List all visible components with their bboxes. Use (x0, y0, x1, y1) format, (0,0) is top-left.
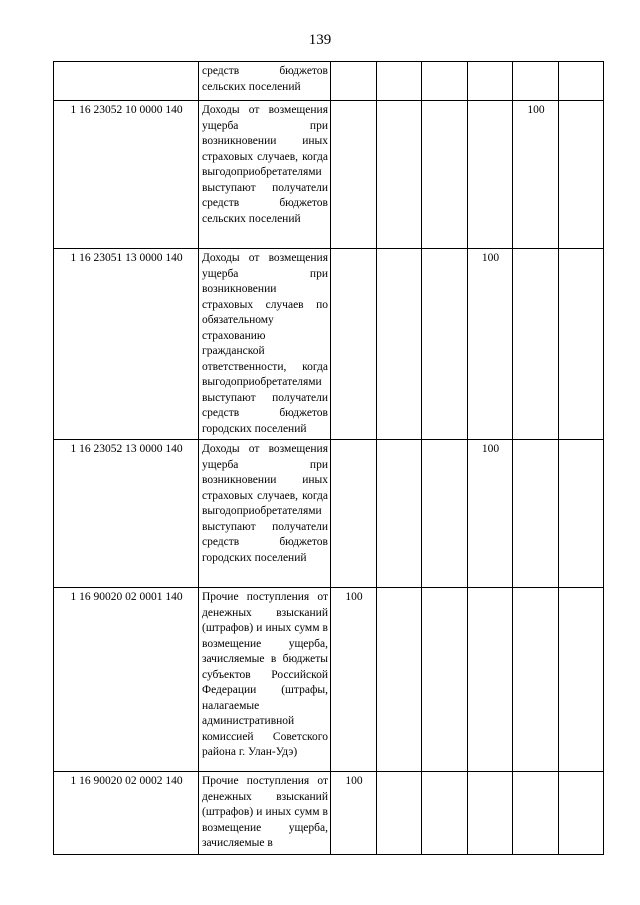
revenue-code (54, 62, 199, 101)
revenue-code: 1 16 23052 13 0000 140 (54, 440, 199, 588)
value-cell (331, 249, 377, 440)
value-cell (559, 772, 604, 855)
value-cell (513, 62, 559, 101)
value-cell (422, 101, 468, 249)
value-cell (377, 588, 422, 772)
table-row (54, 772, 604, 855)
revenue-code: 1 16 90020 02 0001 140 (54, 588, 199, 772)
budget-revenue-table (53, 61, 604, 855)
revenue-description: Доходы от возмещения ущерба при возникновении иных страховых случаев, когда выгодоприобретателями выступают получатели средств бюджетов сельских поселений (199, 101, 331, 249)
revenue-code: 1 16 90020 02 0002 140 (54, 772, 199, 855)
value-cell (331, 101, 377, 249)
revenue-code: 1 16 23052 10 0000 140 (54, 101, 199, 249)
value-cell (377, 440, 422, 588)
value-cell (559, 101, 604, 249)
value-cell: 100 (513, 101, 559, 249)
value-cell: 100 (468, 440, 513, 588)
value-cell (468, 62, 513, 101)
value-cell (513, 249, 559, 440)
table-row (54, 588, 604, 772)
page-number: 139 (308, 32, 332, 48)
value-cell (377, 249, 422, 440)
value-cell (513, 588, 559, 772)
value-cell: 100 (331, 772, 377, 855)
value-cell (513, 440, 559, 588)
value-cell (422, 772, 468, 855)
revenue-description: средств бюджетов сельских поселений (199, 62, 331, 101)
value-cell (468, 772, 513, 855)
value-cell (377, 62, 422, 101)
value-cell: 100 (468, 249, 513, 440)
value-cell (559, 249, 604, 440)
value-cell: 100 (331, 588, 377, 772)
value-cell (559, 440, 604, 588)
value-cell (468, 588, 513, 772)
value-cell (331, 62, 377, 101)
value-cell (377, 772, 422, 855)
value-cell (422, 440, 468, 588)
value-cell (422, 249, 468, 440)
value-cell (559, 62, 604, 101)
table-row (54, 440, 604, 588)
revenue-description: Прочие поступления от денежных взысканий (штрафов) и иных сумм в возмещение ущерба, зачисляемые в бюджеты субъектов Российской Федерации (штрафы, налагаемые административной комиссией Советского района г. Улан-Удэ) (199, 588, 331, 772)
table-row (54, 249, 604, 440)
table-row (54, 101, 604, 249)
revenue-description: Доходы от возмещения ущерба при возникновении страховых случаев по обязательному страхованию гражданской ответственности, когда выгодоприобретателями выступают получатели средств бюджетов городских поселений (199, 249, 331, 440)
value-cell (422, 588, 468, 772)
value-cell (468, 101, 513, 249)
value-cell (377, 101, 422, 249)
value-cell (331, 440, 377, 588)
value-cell (422, 62, 468, 101)
value-cell (513, 772, 559, 855)
revenue-description: Доходы от возмещения ущерба при возникновении иных страховых случаев, когда выгодоприобретателями выступают получатели средств бюджетов городских поселений (199, 440, 331, 588)
table-row (54, 62, 604, 101)
revenue-code: 1 16 23051 13 0000 140 (54, 249, 199, 440)
value-cell (559, 588, 604, 772)
revenue-description: Прочие поступления от денежных взысканий (штрафов) и иных сумм в возмещение ущерба, зачисляемые в (199, 772, 331, 855)
